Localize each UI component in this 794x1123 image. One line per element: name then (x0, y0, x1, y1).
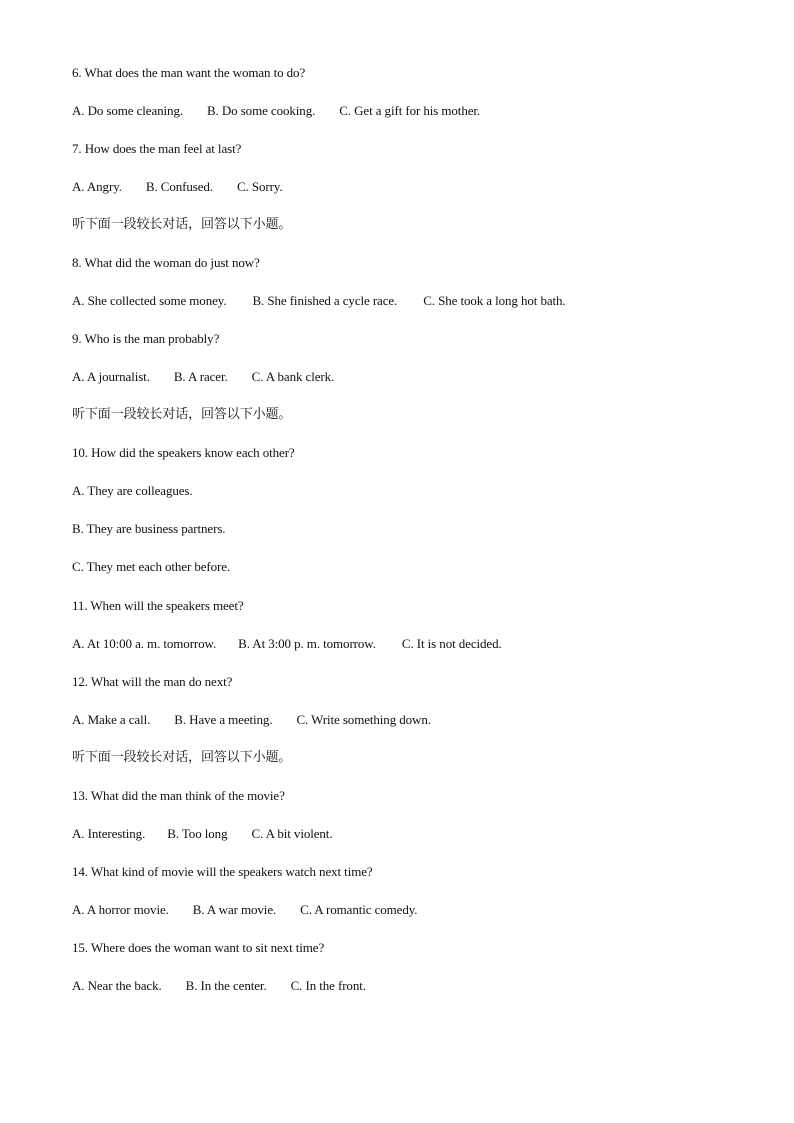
option-12c: C. Write something down. (296, 712, 431, 727)
option-14a: A. A horror movie. (72, 902, 169, 917)
option-7c: C. Sorry. (236, 179, 283, 194)
option-13b: B. Too long (167, 826, 228, 841)
question-15: 15. Where does the woman want to sit next time? (72, 940, 325, 955)
option-15c: C. In the front. (290, 978, 366, 993)
option-15a: A. Near the back. (72, 978, 162, 993)
options-8 (72, 293, 566, 309)
options-7 (72, 179, 283, 195)
options-14 (72, 902, 417, 918)
question-8: 8. What did the woman do just now? (72, 255, 260, 270)
section-instruction-1: 听下面一段较长对话，回答以下小题。 (72, 217, 292, 232)
question-9: 9. Who is the man probably? (72, 331, 220, 346)
option-9c: C. A bank clerk. (251, 369, 335, 384)
option-13a: A. Interesting. (72, 826, 146, 841)
question-7: 7. How does the man feel at last? (72, 141, 242, 156)
option-12b: B. Have a meeting. (174, 712, 273, 727)
option-12a: A. Make a call. (72, 712, 151, 727)
option-11c: C. It is not decided. (401, 636, 502, 651)
option-14b: B. A war movie. (192, 902, 277, 917)
question-6: 6. What does the man want the woman to do? (72, 65, 306, 80)
option-6a: A. Do some cleaning. (72, 103, 184, 118)
option-11a: A. At 10:00 a. m. tomorrow. (72, 636, 217, 651)
options-13 (72, 826, 332, 842)
options-11 (72, 636, 502, 652)
options-12 (72, 712, 431, 728)
options-6 (72, 103, 480, 119)
option-9a: A. A journalist. (72, 369, 150, 384)
question-11: 11. When will the speakers meet? (72, 598, 244, 613)
section-instruction-2: 听下面一段较长对话，回答以下小题。 (72, 407, 292, 422)
option-9b: B. A racer. (173, 369, 228, 384)
options-15 (72, 978, 366, 994)
option-6b: B. Do some cooking. (207, 103, 316, 118)
options-9 (72, 369, 334, 385)
option-8c: C. She took a long hot bath. (423, 293, 566, 308)
option-11b: B. At 3:00 p. m. tomorrow. (238, 636, 376, 651)
question-10: 10. How did the speakers know each other? (72, 445, 295, 460)
question-14: 14. What kind of movie will the speakers watch next time? (72, 864, 373, 879)
option-6c: C. Get a gift for his mother. (339, 103, 481, 118)
option-8a: A. She collected some money. (72, 293, 227, 308)
option-15b: B. In the center. (185, 978, 267, 993)
option-7a: A. Angry. (72, 179, 122, 194)
option-13c: C. A bit violent. (251, 826, 333, 841)
section-instruction-3: 听下面一段较长对话，回答以下小题。 (72, 750, 292, 765)
option-10c: C. They met each other before. (72, 559, 231, 574)
option-14c: C. A romantic comedy. (300, 902, 418, 917)
option-8b: B. She finished a cycle race. (252, 293, 398, 308)
option-10a: A. They are colleagues. (72, 483, 193, 498)
question-13: 13. What did the man think of the movie? (72, 788, 285, 803)
option-10b: B. They are business partners. (72, 521, 226, 536)
question-12: 12. What will the man do next? (72, 674, 233, 689)
option-7b: B. Confused. (145, 179, 213, 194)
